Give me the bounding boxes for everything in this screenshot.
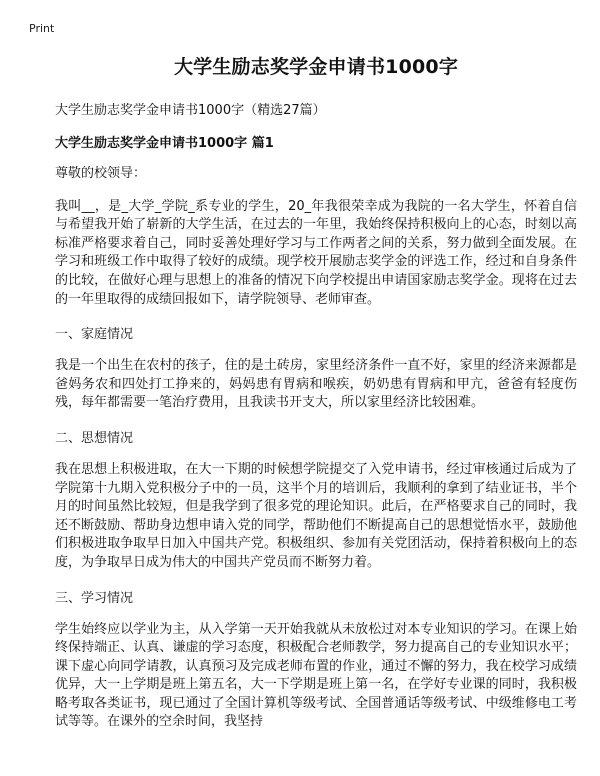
heading-thought: 二、思想情况 <box>55 430 134 446</box>
study-paragraph: 学生始终应以学业为主，从入学第一天开始我就从未放松过对本专业知识的学习。在课上始终保持端正、认真、谦虚的学习态度，积极配合老师教学，努力提高自己的专业知识水平；课下虚心向同学请教，认真预习及完成老师布置的作业，通过不懈的努力，我在校学习成绩优异，大一上学期是班上第五名，大一下学期是班上第一名，在学好专业课的同时，我积极略考取各类证书，现已通过了全国计算机等级考试、全国普通话等级考试、中级维修电工考试等等。在课外的空余时间，我坚持 <box>55 621 577 730</box>
salutation: 尊敬的校领导： <box>55 166 147 181</box>
heading-family: 一、家庭情况 <box>55 327 134 343</box>
section-title: 大学生励志奖学金申请书1000字 篇1 <box>55 136 274 151</box>
print-link[interactable]: Print <box>29 22 55 35</box>
heading-study: 三、学习情况 <box>55 590 134 606</box>
thought-paragraph: 我在思想上积极进取，在大一下期的时候想学院提交了入党申请书，经过审核通过后成为了学院第十九期入党积极分子中的一员，这半个月的培训后，我顺利的拿到了结业证书，半个月的时间虽然比较短，但是我学到了很多党的理论知识。此后，在严格要求自己的同时，我还不断鼓励、帮助身边想申请入党的同学，帮助他们不断提高自己的思想觉悟水平，鼓励他们积极进取争取早日加入中国共产党。积极组织、参加有关党团活动，保持着积极向上的态度，为争取早日成为伟大的中国共产党员而不断努力着。 <box>55 461 577 570</box>
family-paragraph: 我是一个出生在农村的孩子，住的是土砖房，家里经济条件一直不好，家里的经济来源都是爸妈务农和四处打工挣来的，妈妈患有胃病和喉疾，奶奶患有胃病和甲亢，爸爸有轻度伤残，每年都需要一笔治疗费用，且我读书开支大，所以家里经济比较困难。 <box>55 358 577 411</box>
document-subtitle: 大学生励志奖学金申请书1000字（精选27篇） <box>55 103 326 118</box>
document-title: 大学生励志奖学金申请书1000字 <box>173 56 459 78</box>
intro-paragraph: 我叫__，是_大学_学院_系专业的学生，20_年我很荣幸成为我院的一名大学生，怀着自信与希望我开始了崭新的大学生活，在过去的一年里，我始终保持积极向上的心态，时刻以高标准严格要求着自己，同时妥善处理好学习与工作两者之间的关系，努力做到全面发展。在学习和班级工作中取得了较好的成绩。现学校开展励志奖学金的评选工作，经过和自身条件的比较，在做好心理与思想上的准备的情况下向学校提出申请国家励志奖学金。现将在过去的一年里取得的成绩回报如下，请学院领导、老师审查。 <box>55 198 577 307</box>
document-page <box>55 48 577 746</box>
